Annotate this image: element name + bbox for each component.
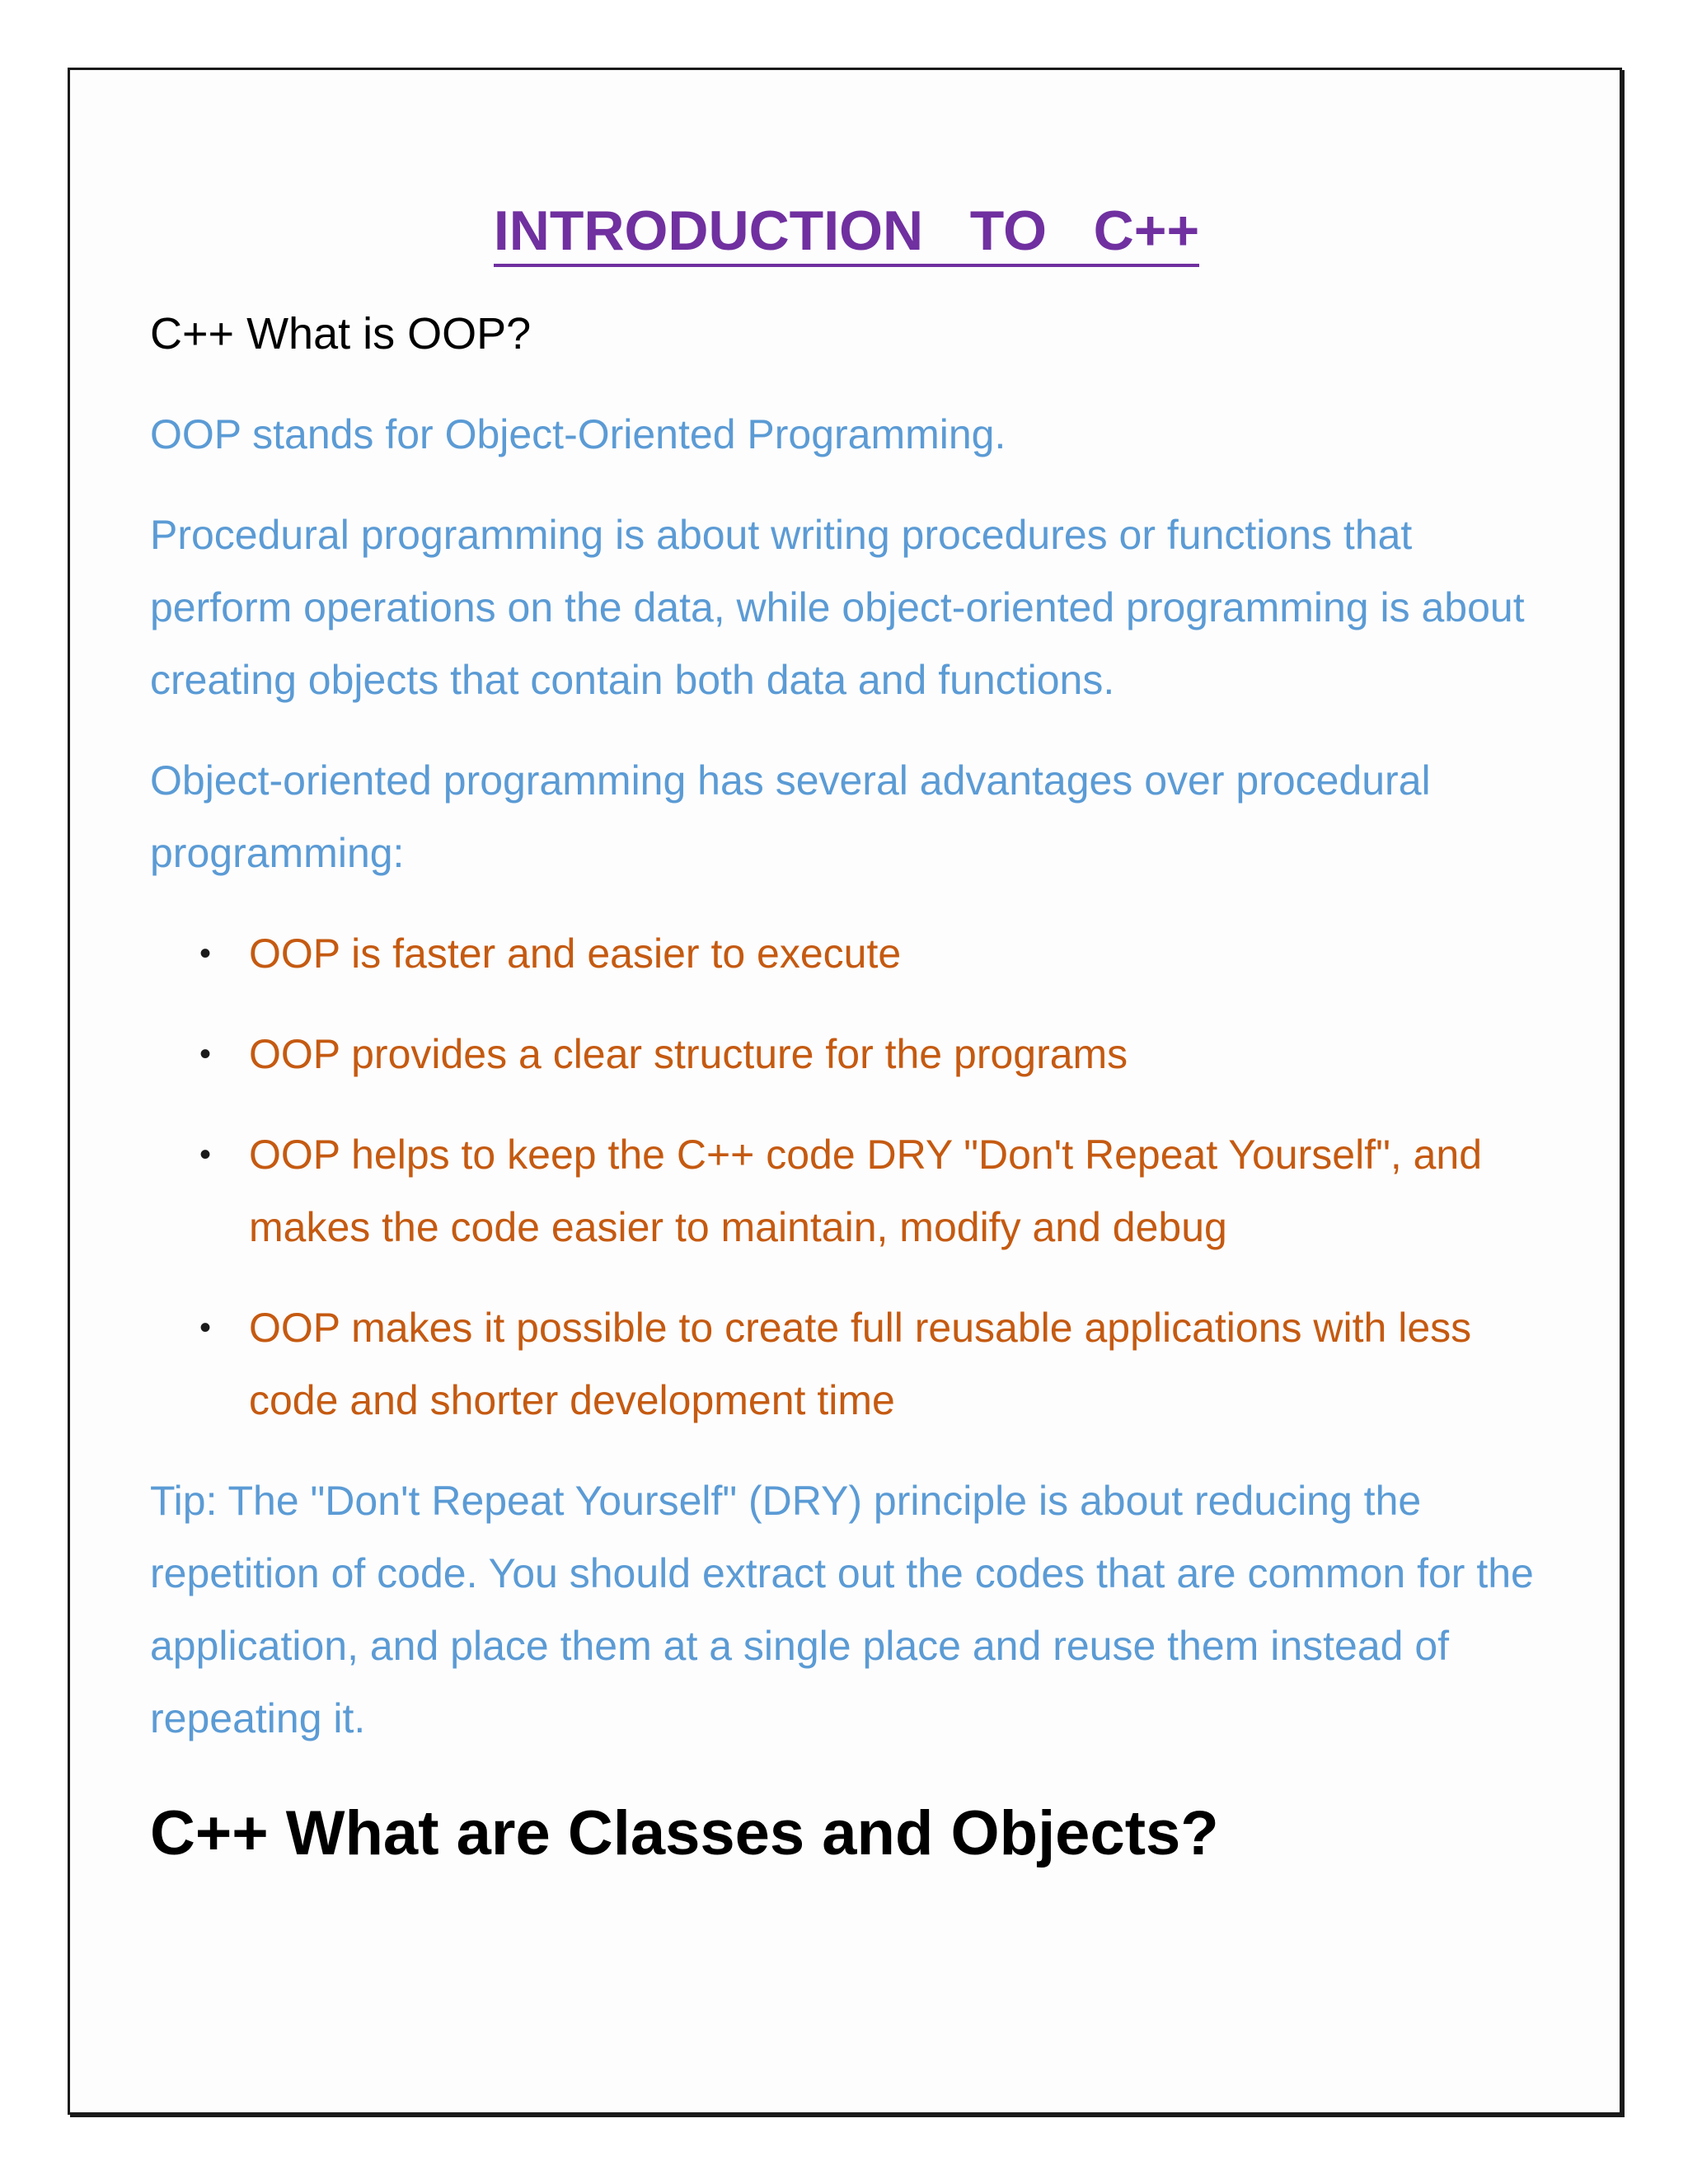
list-item <box>150 1018 1543 1090</box>
list-item-text: OOP makes it possible to create full reusable applications with less code and shorter development time <box>249 1305 1472 1424</box>
list-item-text: OOP helps to keep the C++ code DRY "Don't Repeat Yourself", and makes the code easier to maintain, modify and debug <box>249 1132 1483 1251</box>
bullet-icon: • <box>199 1310 212 1347</box>
bullet-icon: • <box>199 1036 212 1073</box>
list-item <box>150 1118 1543 1263</box>
list-item <box>150 1291 1543 1436</box>
page-title <box>150 198 1543 265</box>
page-title-text: INTRODUCTION TO C++ <box>494 199 1199 267</box>
bullet-icon: • <box>199 935 212 972</box>
paragraph-oop-definition: OOP stands for Object-Oriented Programming. <box>150 411 1006 458</box>
advantages-list <box>150 917 1543 1436</box>
bullet-icon: • <box>199 1137 212 1174</box>
list-item <box>150 917 1543 990</box>
document-body <box>150 198 1543 1871</box>
section-heading-classes-objects: C++ What are Classes and Objects? <box>150 1798 1219 1869</box>
paragraph-procedural-vs-oop: Procedural programming is about writing procedures or functions that perform operations on the data, while object-oriented programming is about creating objects that contain both data and functions. <box>150 512 1525 704</box>
list-item-text: OOP provides a clear structure for the programs <box>249 1031 1128 1078</box>
paragraph-advantages-intro: Object-oriented programming has several advantages over procedural programming: <box>150 757 1431 877</box>
section-heading-oop: C++ What is OOP? <box>150 308 532 359</box>
list-item-text: OOP is faster and easier to execute <box>249 930 902 977</box>
tip-paragraph: Tip: The "Don't Repeat Yourself" (DRY) principle is about reducing the repetition of code. You should extract out the codes that are common for the application, and place them at a single place and reuse them instead of repeating it. <box>150 1478 1534 1742</box>
